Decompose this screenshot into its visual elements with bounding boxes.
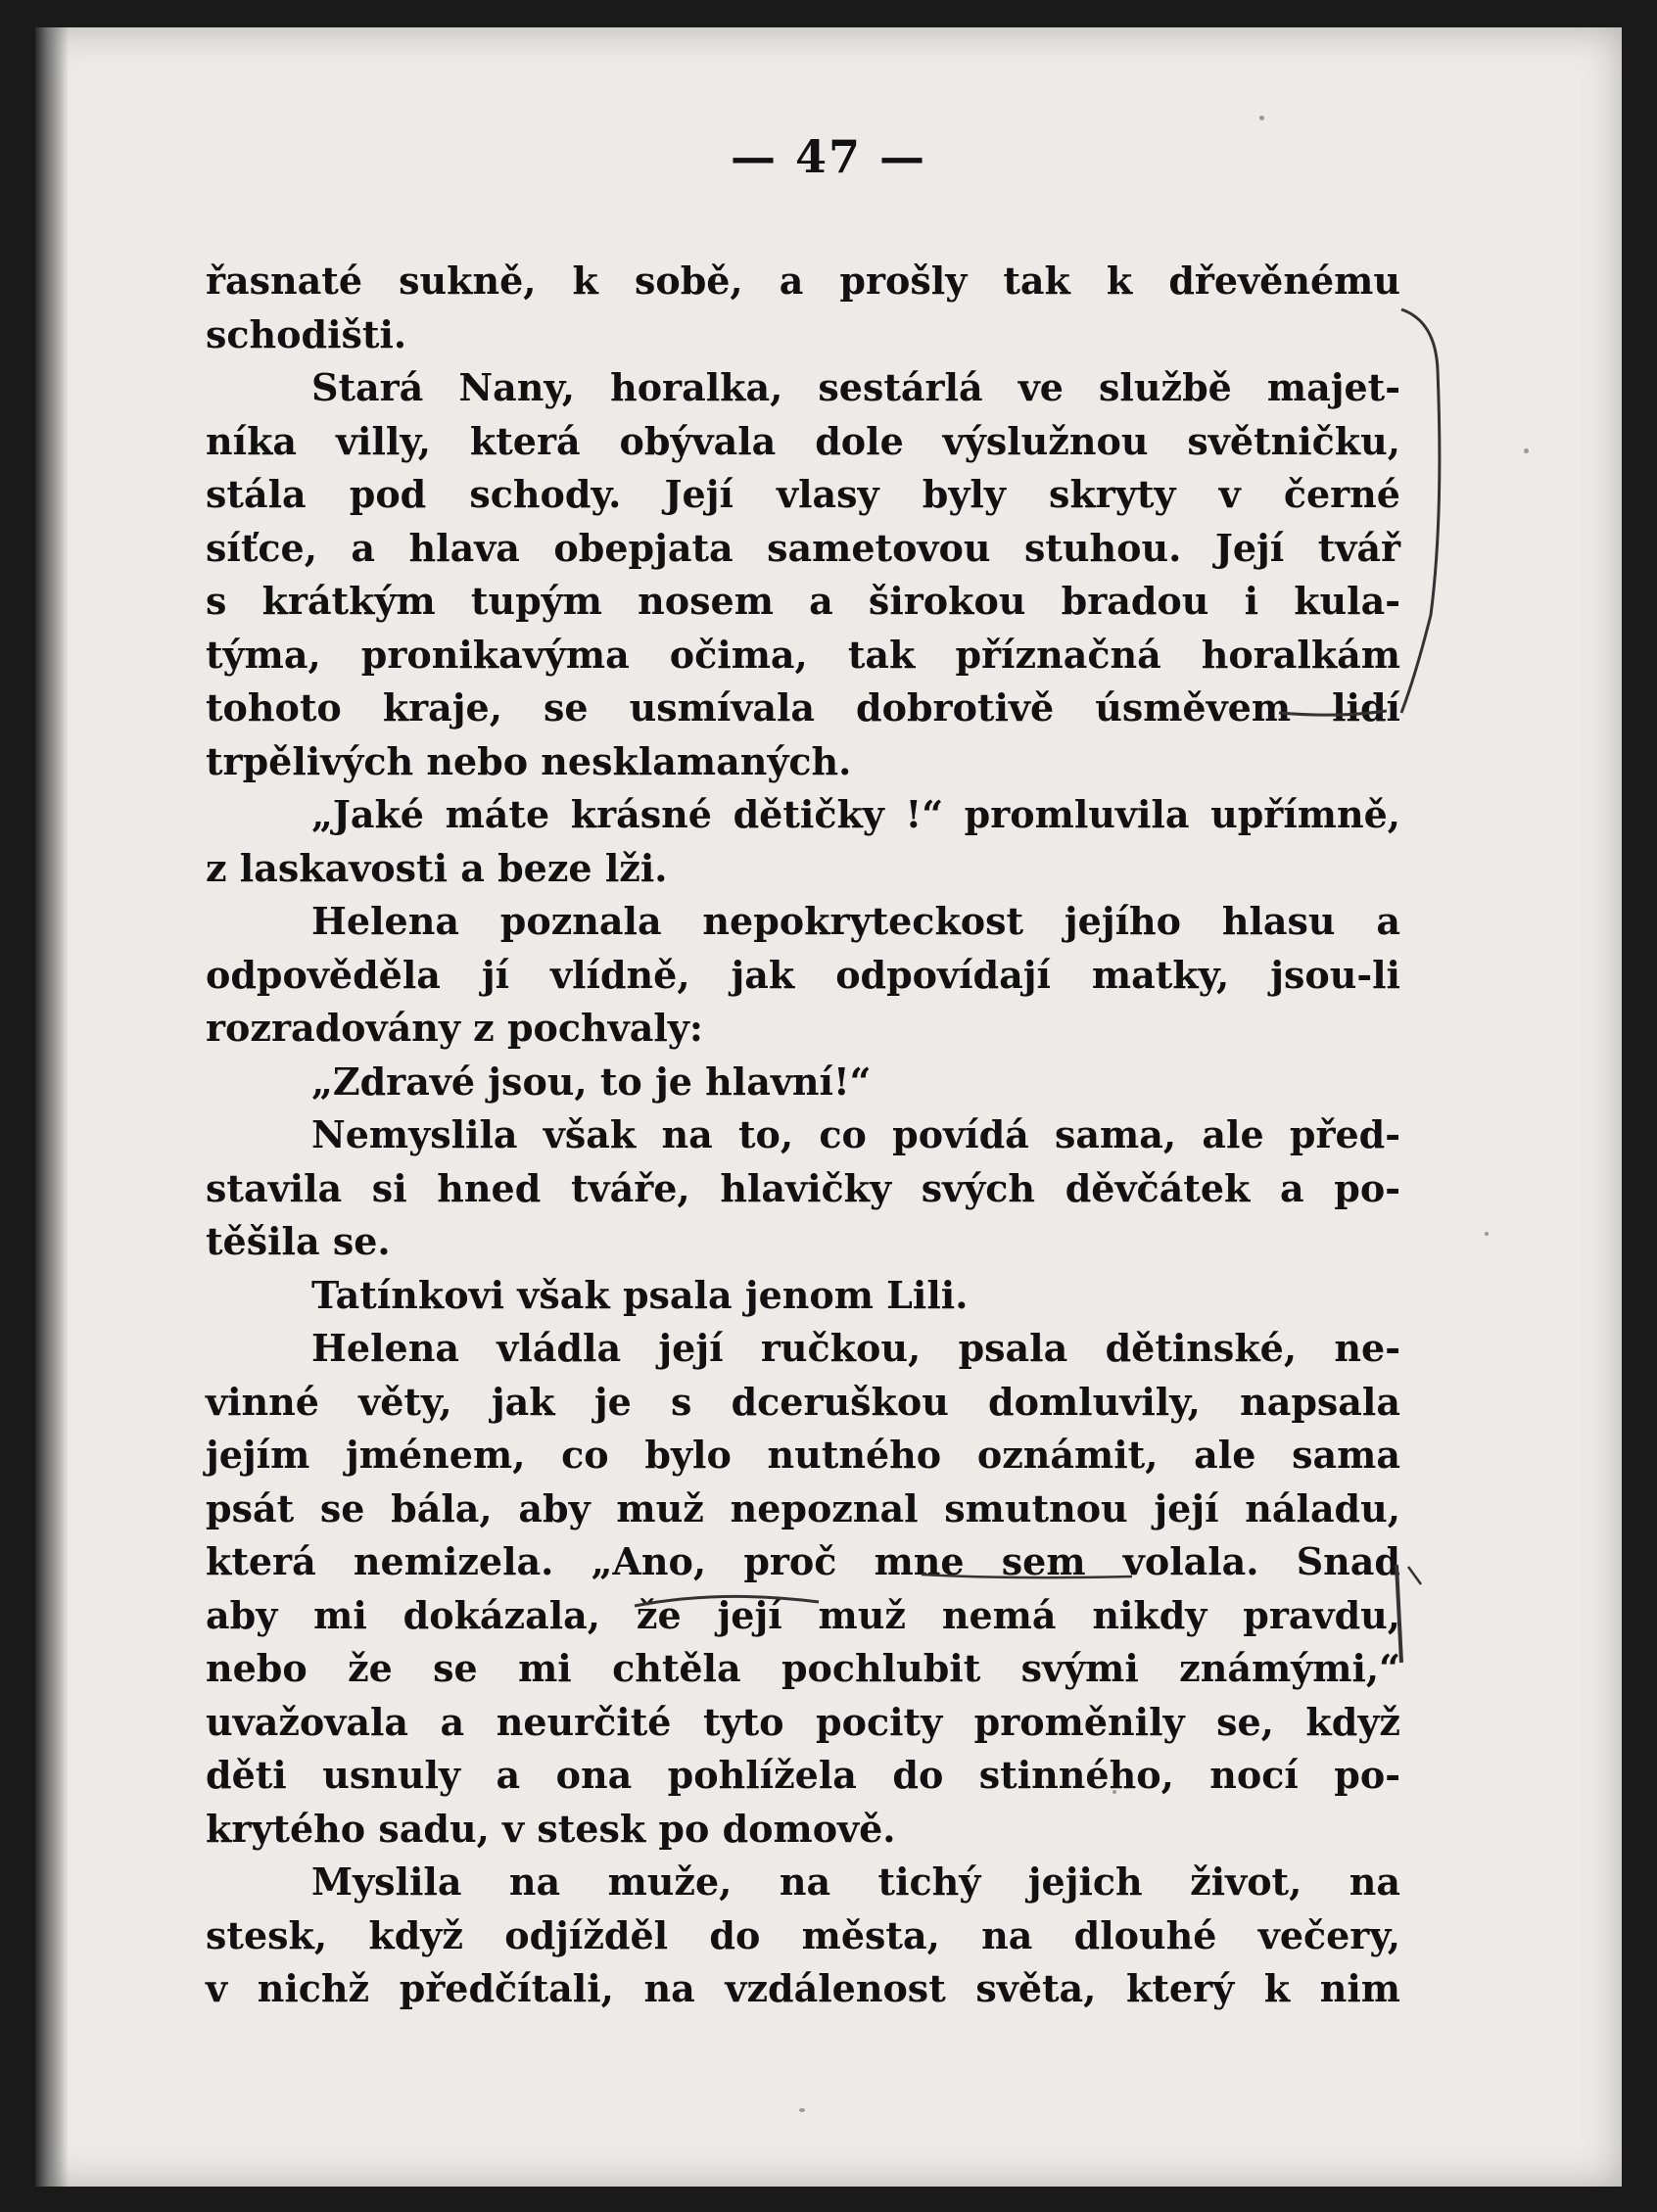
text-line: rozradovány z pochvaly: [206,1006,703,1050]
paper-speck [1485,1232,1489,1236]
text-line: s krátkým tupým nosem a širokou bradou i kula- [206,579,1400,623]
text-line: krytého sadu, v stesk po domově. [206,1806,896,1851]
text-line: síťce, a hlava obepjata sametovou stuhou. Její tvář [206,525,1400,570]
text-line: v nichž předčítali, na vzdálenost světa, který k nim [206,1966,1400,2010]
paper-speck [1259,116,1264,120]
text-line: odpověděla jí vlídně, jak odpovídají matky, jsou-li [206,952,1400,997]
margin-bracket-mark [1401,309,1440,713]
text-line: týma, pronikavýma očima, tak příznačná horalkám [206,632,1400,677]
text-line: Stará Nany, horalka, sestárlá ve službě majet- [311,365,1400,409]
text-line: Helena poznala nepokryteckost jejího hlasu a [311,899,1400,943]
spine-shadow [35,27,69,2187]
body-text [206,255,1400,2016]
text-line: Helena vládla její ručkou, psala dětinské, ne- [311,1326,1400,1370]
text-line: vinné věty, jak je s dceruškou domluvily, napsala [206,1379,1400,1424]
text-line: jejím jménem, co bylo nutného oznámit, ale sama [206,1433,1400,1477]
text-line: „Zdravé jsou, to je hlavní!“ [311,1059,872,1104]
text-line: Tatínkovi však psala jenom Lili. [311,1272,969,1317]
text-line: stesk, když odjížděl do města, na dlouhé večery, [206,1912,1400,1957]
text-line: řasnaté sukně, k sobě, a prošly tak k dřevěnému [206,259,1400,303]
text-line: „Jaké máte krásné dětičky !“ promluvila upřímně, [311,792,1400,836]
text-line: Myslila na muže, na tichý jejich život, na [311,1859,1400,1904]
text-line: Nemyslila však na to, co povídá sama, ale před- [311,1112,1400,1156]
text-line: uvažovala a neurčité tyto pocity proměnily se, když [206,1699,1400,1744]
text-line: nebo že se mi chtěla pochlubit svými známými,“ [206,1646,1400,1690]
text-line: stála pod schody. Její vlasy byly skryty v černé [206,472,1400,516]
text-line: schodišti. [206,311,407,356]
text-line: která nemizela. „Ano, proč mne sem volala. Snad [206,1539,1400,1583]
text-line: těšila se. [206,1219,391,1263]
text-line: aby mi dokázala, že její muž nemá nikdy pravdu, [206,1592,1400,1637]
text-line: trpělivých nebo nesklamaných. [206,738,852,783]
text-line: níka villy, která obývala dole výslužnou světničku, [206,418,1400,463]
text-line: psát se bála, aby muž nepoznal smutnou její náladu, [206,1485,1400,1530]
text-line: děti usnuly a ona pohlížela do stinného, nocí po- [206,1753,1400,1797]
text-line: tohoto kraje, se usmívala dobrotivě úsměvem lidí [206,685,1400,729]
text-line: z laskavosti a beze lži. [206,845,668,890]
margin-tick-mark [1408,1567,1421,1584]
book-page [35,27,1622,2187]
paper-speck [1524,448,1529,453]
paper-speck [799,2108,805,2112]
page-number: — 47 — [730,130,927,183]
text-line: stavila si hned tváře, hlavičky svých děvčátek a po- [206,1165,1400,1210]
